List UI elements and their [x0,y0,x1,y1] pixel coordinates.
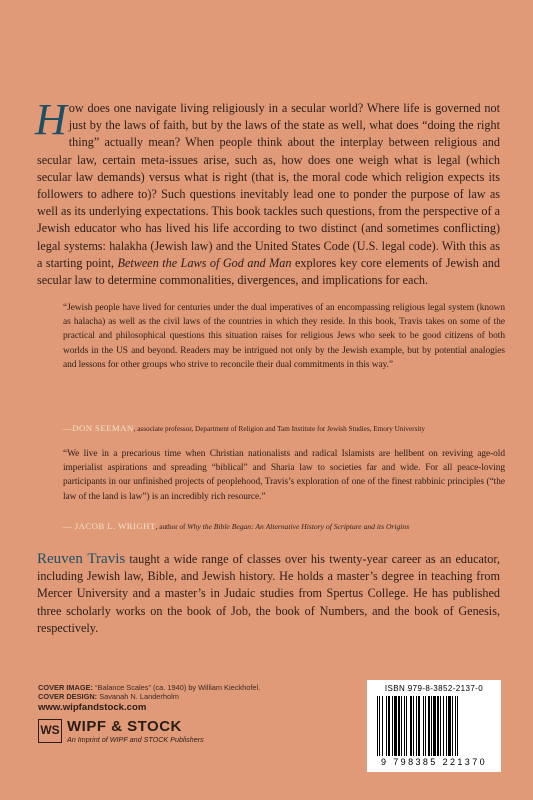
cover-image-credit [38,683,338,692]
cover-design-label: COVER DESIGN: [38,692,100,702]
barcode-bars-icon [377,696,491,756]
endorsement-attribution-1 [63,423,513,434]
endorsement-attribution-2 [63,521,513,532]
endorser-dash: — [63,521,75,531]
isbn-barcode [367,680,501,772]
drop-cap: H [35,95,67,144]
publisher-tagline: An Imprint of WIPF and STOCK Publishers [67,735,204,744]
book-title: Between the Laws of God and Man [117,255,292,270]
publisher-name: WIPF & STOCK [67,718,182,735]
endorser-work: Why the Bible Began: An Alternative History of Scripture and its Origins [187,522,410,531]
publisher-website: www.wipfandstock.com [38,702,147,713]
description-text-a: ow does one navigate living religiously in a secular world? Where life is governed not just by the laws of faith, but by the laws of the state as well, what does “doing the right thing” actually mean? When people think about the interplay between religious and secular law, certain meta-issues arise, such as, how does one weigh what is legal (which secular law demands) versus what is right (that is, the moral code which religion expects its followers to adhere to)? Such questions inevitably lead one to ponder the purpose of law as well as its underlying expectations. This book tackles such questions, from the perspective of a Jewish educator who has lived his life according to two distinct (and sometimes conflicting) legal systems: halakha (Jewish law) and the United States Code (U.S. legal code). With this as a starting point, [37,101,500,270]
cover-image-label: COVER IMAGE: [38,683,96,692]
description-text-b: explores key core elements of Jewish and secular law to determine commonalities, divergences, and implications for each. [37,255,500,288]
endorsement-quote-1: “Jewish people have lived for centuries under the dual imperatives of an encompassing religious legal system (known as halacha) as well as the civil laws of the countries in which they reside. In this book, Travis takes on some of the practical and philosophical questions this situation raises for religious Jews who seek to be good citizens of both worlds in the US and beyond. Readers may be intrigued not only by the Jewish example, but by potential analogies and lessons for other groups who strive to reconcile their dual commitments in this way.” [63,303,505,370]
cover-design-value: Savanah N. Landerholm [99,692,179,702]
endorser-name: JACOB L. WRIGHT [74,521,156,531]
cover-image-value: “Balance Scales” (ca. 1940) by William Kieckhofel. [95,683,261,692]
cover-design-credit [38,692,338,701]
endorser-affiliation: , associate professor, Department of Religion and Tam Institute for Jewish Studies, Emory University [133,425,425,433]
endorser-affiliation: , author of [155,523,188,531]
cover-credits [38,683,338,701]
author-name: Reuven Travis [37,551,126,567]
author-bio-text: taught a wide range of classes over his twenty-year career as an educator, including Jewish law, Bible, and Jewish history. He holds a master’s degree in teaching from Mercer University and a master’s in Judaic studies from Spertus College. He has published three scholarly works on the book of Job, the book of Numbers, and the book of Genesis, respectively. [37,552,501,635]
endorser-dash: — [63,423,73,433]
endorsement-quote-2: “We live in a precarious time when Christian nationalists and radical Islamists are hellbent on reviving age-old imperialist aspirations and spreading “biblical” and Sharia law to societies far and wide. For all peace-loving participants in our unfinished projects of peoplehood, Travis’s exploration of one of the finest rabbinic principles (“the law of the land is law”) is an incredibly rich resource.” [63,449,505,502]
endorser-name: DON SEEMAN [72,423,134,433]
book-description [35,95,500,289]
author-bio [37,551,500,637]
barcode-digits: 9 798385 221370 [380,757,488,767]
isbn-label: ISBN 979-8-3852-2137-0 [384,684,484,693]
publisher-logo-icon: WS [38,719,62,743]
